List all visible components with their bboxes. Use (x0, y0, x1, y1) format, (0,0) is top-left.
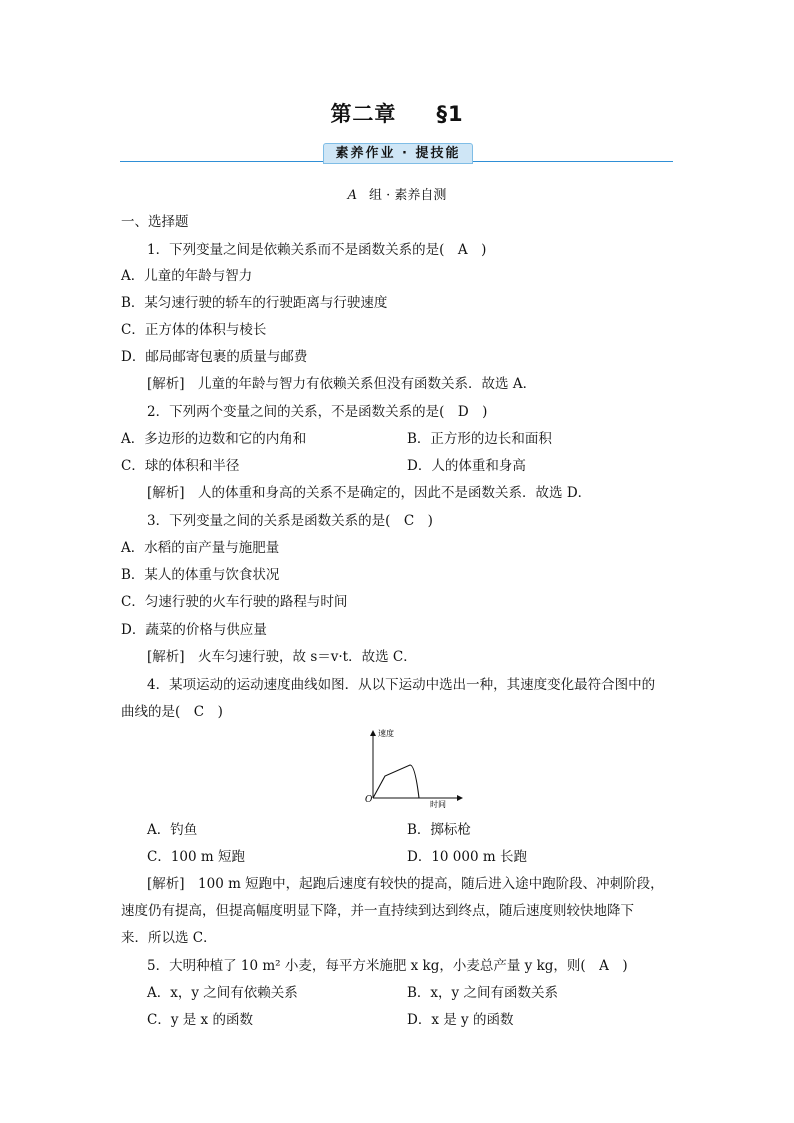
q1-option-a: A．儿童的年龄与智力 (121, 268, 253, 284)
q4-option-c: C．100 m 短跑 (147, 849, 245, 865)
q4-stem-line1: 4．某项运动的运动速度曲线如图．从以下运动中选出一种，其速度变化最符合图中的 (147, 677, 656, 693)
group-letter: A (347, 188, 357, 203)
q4-analysis-line1: [解析] 100 m 短跑中，起跑后速度有较快的提高，随后进入途中跑阶段、冲刺阶段， (147, 876, 664, 892)
y-axis-label: 速度 (378, 729, 394, 738)
q2-option-d: D．人的体重和身高 (407, 458, 526, 474)
q2-analysis: [解析] 人的体重和身高的关系不是确定的，因此不是函数关系．故选 D． (147, 485, 592, 501)
q4-option-d: D．10 000 m 长跑 (407, 849, 527, 865)
q1-option-b: B．某匀速行驶的轿车的行驶距离与行驶速度 (121, 295, 388, 311)
origin-label: O (365, 795, 373, 805)
section-title: 一、选择题 (121, 214, 189, 230)
q5-option-c: C．y 是 x 的函数 (147, 1012, 253, 1028)
chapter-label: 第二章 (330, 102, 397, 126)
q5-stem: 5．大明种植了 10 m² 小麦，每平方米施肥 x kg，小麦总产量 y kg，则( A ) (147, 958, 628, 974)
q3-analysis: [解析] 火车匀速行驶，故 s＝v·t．故选 C． (147, 649, 417, 665)
q1-option-d: D．邮局邮寄包裹的质量与邮费 (121, 349, 308, 365)
q1-stem: 1．下列变量之间是依赖关系而不是函数关系的是( A ) (147, 242, 487, 258)
group-title: 组 · 素养自测 (368, 188, 447, 203)
section-label: §1 (436, 102, 464, 126)
q4-stem-line2: 曲线的是( C ) (121, 704, 223, 720)
q1-option-c: C．正方体的体积与棱长 (121, 322, 267, 338)
q1-analysis: [解析] 儿童的年龄与智力有依赖关系但没有函数关系．故选 A． (147, 376, 537, 392)
q4-option-a: A．钓鱼 (147, 822, 198, 838)
q2-option-a: A．多边形的边数和它的内角和 (121, 431, 307, 447)
q3-option-d: D．蔬菜的价格与供应量 (121, 622, 267, 638)
q2-stem: 2．下列两个变量之间的关系，不是函数关系的是( D ) (147, 404, 488, 420)
q4-analysis-line3: 来．所以选 C． (121, 930, 217, 946)
q5-option-d: D．x 是 y 的函数 (407, 1012, 514, 1028)
q3-option-a: A．水稻的亩产量与施肥量 (121, 540, 280, 556)
x-axis-label: 时间 (430, 800, 446, 809)
velocity-curve-figure (364, 727, 464, 809)
group-heading (0, 184, 794, 203)
q5-option-b: B．x，y 之间有函数关系 (407, 985, 558, 1001)
q2-option-b: B．正方形的边长和面积 (407, 431, 552, 447)
q4-option-b: B．掷标枪 (407, 822, 471, 838)
q3-option-c: C．匀速行驶的火车行驶的路程与时间 (121, 594, 348, 610)
q2-option-c: C．球的体积和半径 (121, 458, 240, 474)
q3-option-b: B．某人的体重与饮食状况 (121, 567, 280, 583)
q4-analysis-line2: 速度仍有提高，但提高幅度明显下降，并一直持续到达到终点，随后速度则较快地降下 (121, 903, 634, 919)
page-title (0, 98, 794, 128)
q5-option-a: A．x，y 之间有依赖关系 (147, 985, 298, 1001)
section-badge: 素养作业 · 提技能 (323, 143, 473, 164)
q3-stem: 3．下列变量之间的关系是函数关系的是( C ) (147, 513, 433, 529)
velocity-curve (373, 765, 419, 798)
